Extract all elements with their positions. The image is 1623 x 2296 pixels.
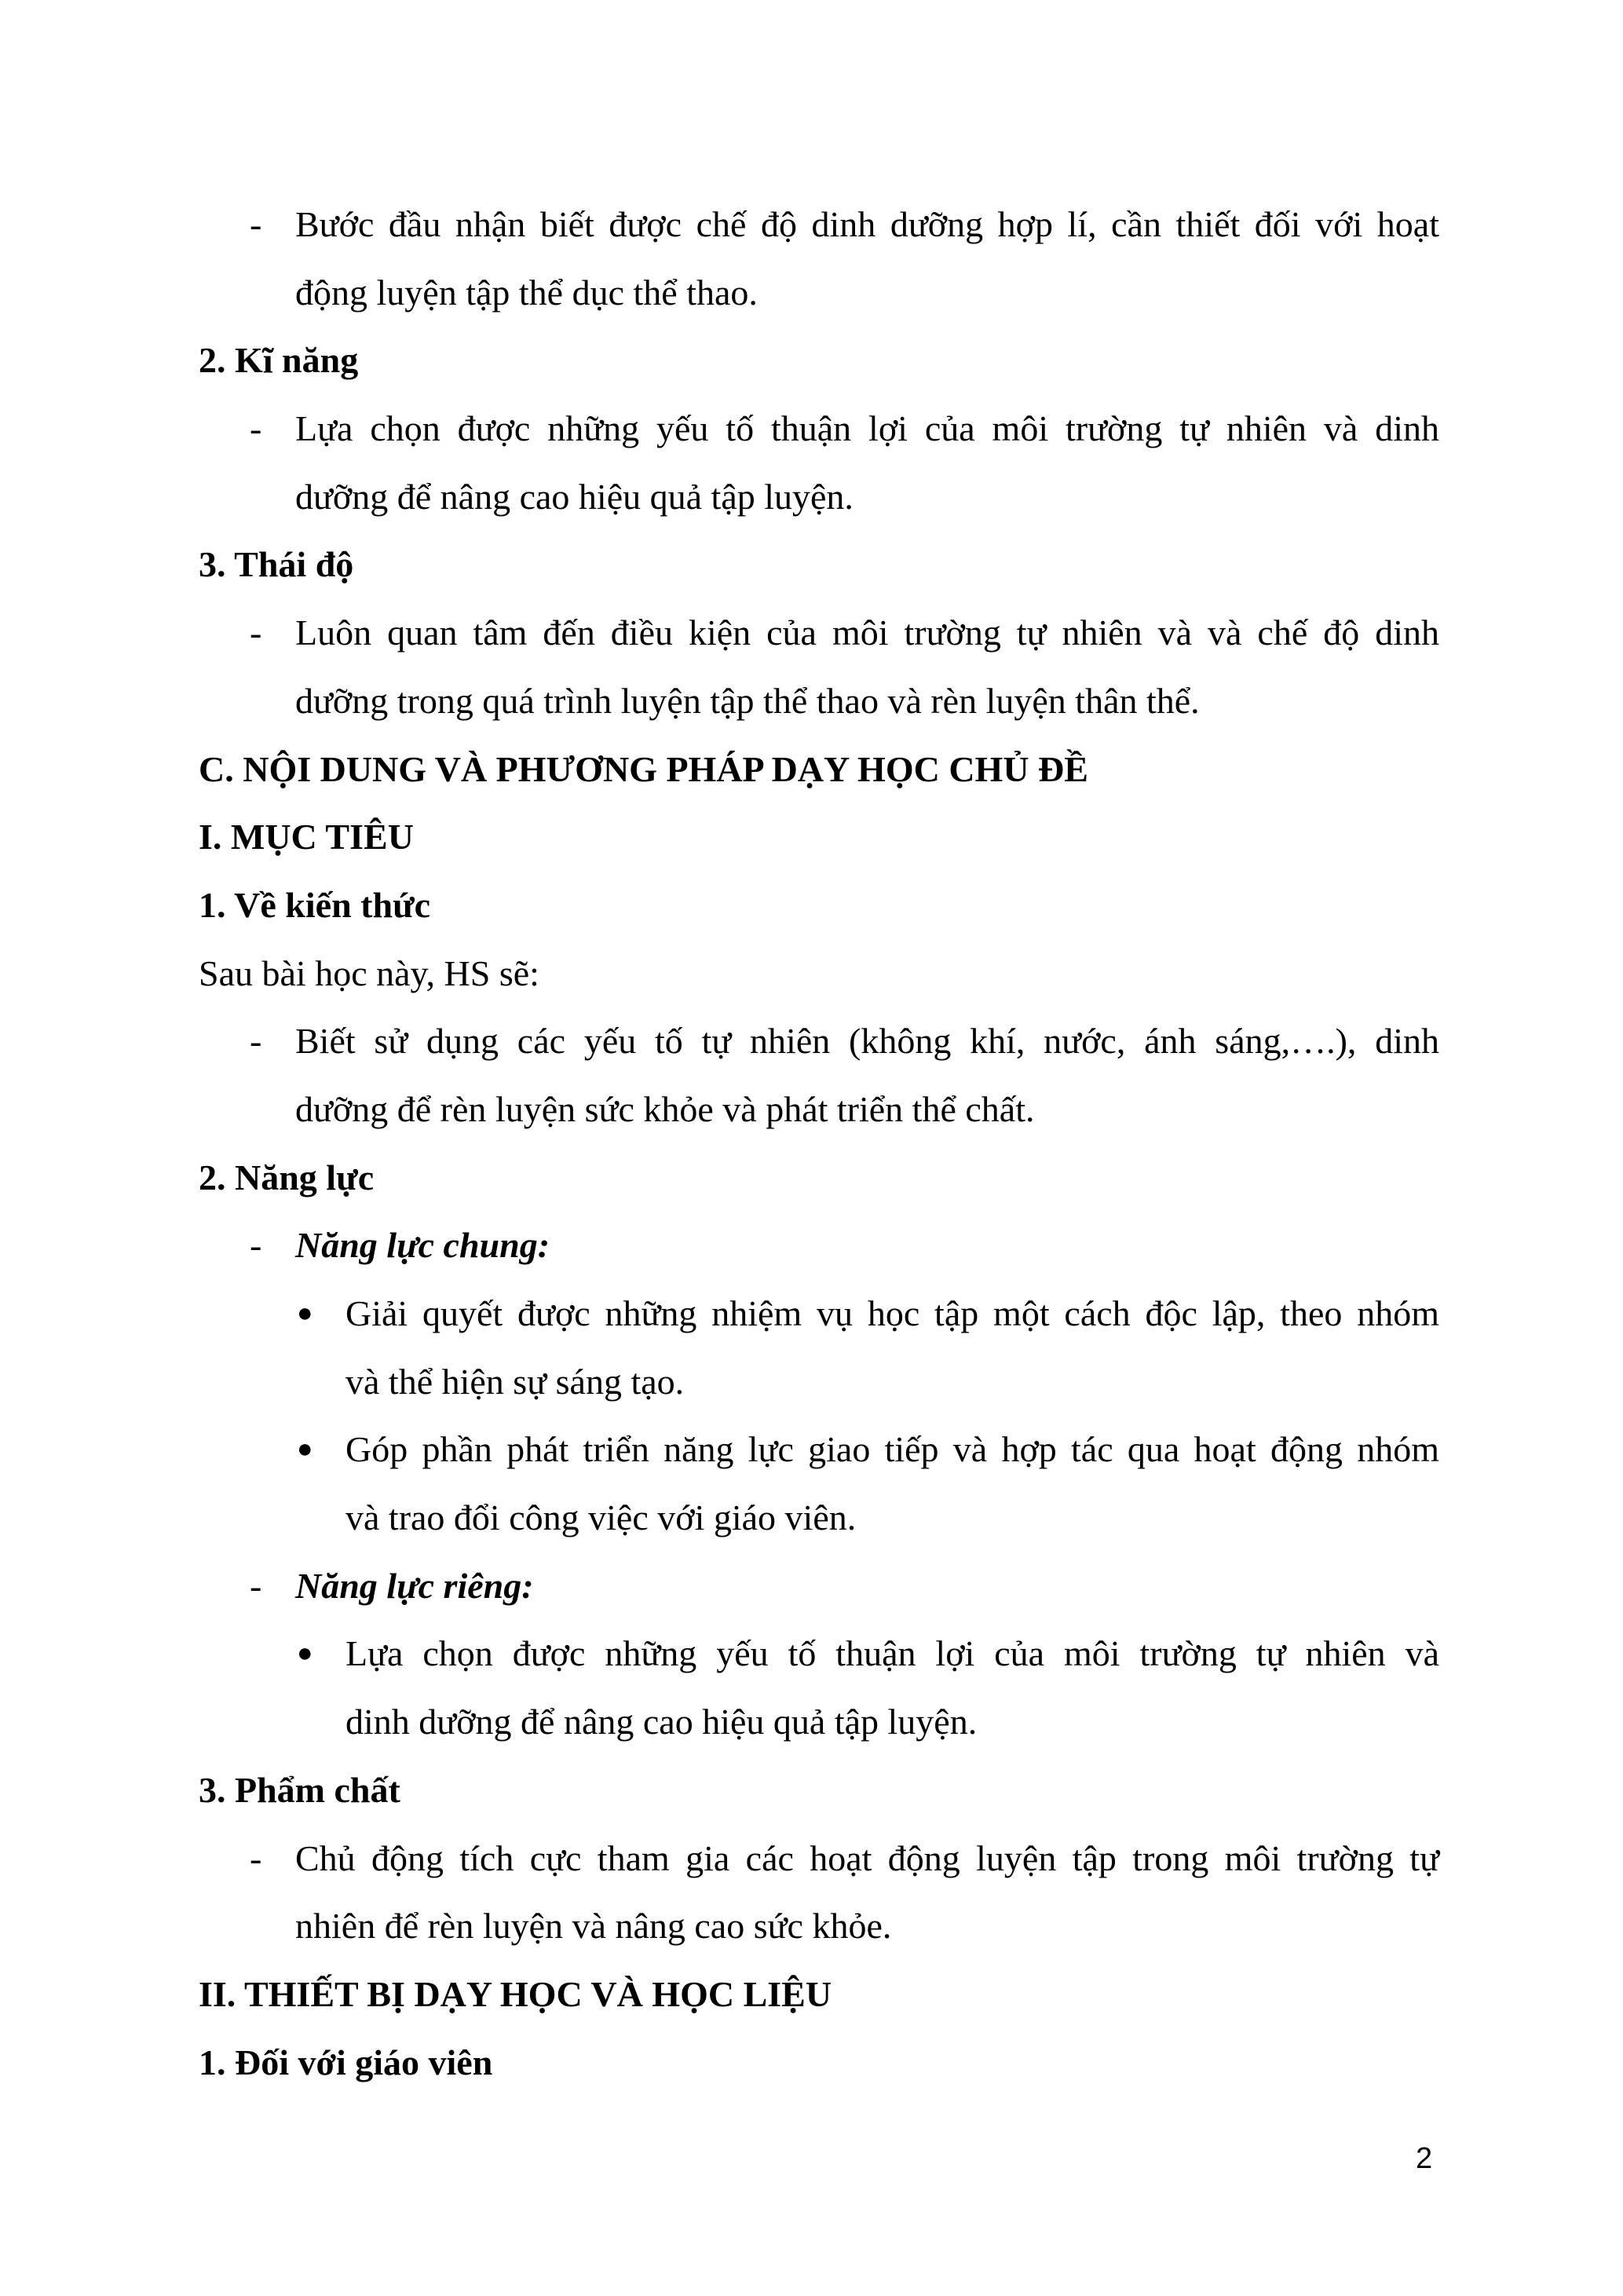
dash-marker: - bbox=[250, 1565, 262, 1606]
paragraph-line: và thể hiện sự sáng tạo. bbox=[345, 1361, 685, 1402]
dash-marker: - bbox=[250, 1021, 262, 1062]
list-item bbox=[0, 191, 1623, 259]
dash-marker: - bbox=[250, 1225, 262, 1266]
paragraph-line: Luôn quan tâm đến điều kiện của môi trường tự nhiên và và chế độ dinh bbox=[295, 612, 1439, 653]
heading-section-c: C. NỘI DUNG VÀ PHƯƠNG PHÁP DẠY HỌC CHỦ ĐỀ bbox=[199, 748, 1088, 789]
bullet-item bbox=[0, 1416, 1623, 1484]
bullet-icon: ● bbox=[297, 1639, 313, 1669]
bullet-item bbox=[0, 1280, 1623, 1348]
paragraph-line: Bước đầu nhận biết được chế độ dinh dưỡng hợp lí, cần thiết đối với hoạt bbox=[295, 204, 1439, 244]
heading-muc-tieu: I. MỤC TIÊU bbox=[199, 817, 414, 857]
list-item bbox=[0, 599, 1623, 667]
list-item bbox=[0, 1212, 1623, 1280]
dash-marker: - bbox=[250, 1837, 262, 1878]
list-item bbox=[0, 1825, 1623, 1893]
bullet-item bbox=[0, 1620, 1623, 1688]
heading-kien-thuc: 1. Về kiến thức bbox=[199, 884, 431, 925]
paragraph-line: Góp phần phát triển năng lực giao tiếp và hợp tác qua hoạt động nhóm bbox=[345, 1429, 1439, 1470]
paragraph-line: Chủ động tích cực tham gia các hoạt động luyện tập trong môi trường tự bbox=[295, 1837, 1439, 1878]
dash-marker: - bbox=[250, 408, 262, 449]
subheading-nang-luc-rieng: Năng lực riêng: bbox=[295, 1565, 534, 1606]
paragraph-line: Lựa chọn được những yếu tố thuận lợi của môi trường tự nhiên và dinh bbox=[295, 408, 1439, 449]
paragraph-line: Biết sử dụng các yếu tố tự nhiên (không khí, nước, ánh sáng,….), dinh bbox=[295, 1021, 1439, 1062]
paragraph-line: dưỡng trong quá trình luyện tập thể thao và rèn luyện thân thể. bbox=[295, 680, 1200, 721]
list-item bbox=[0, 395, 1623, 463]
paragraph-line: động luyện tập thể dục thể thao. bbox=[295, 272, 758, 313]
intro-text: Sau bài học này, HS sẽ: bbox=[199, 952, 539, 993]
paragraph-line: Giải quyết được những nhiệm vụ học tập một cách độc lập, theo nhóm bbox=[345, 1293, 1439, 1333]
document-body bbox=[0, 191, 1623, 2097]
heading-thai-do: 3. Thái độ bbox=[199, 544, 354, 585]
dash-marker: - bbox=[250, 204, 262, 244]
list-item bbox=[0, 1007, 1623, 1076]
bullet-icon: ● bbox=[297, 1435, 313, 1464]
paragraph-line: Lựa chọn được những yếu tố thuận lợi của môi trường tự nhiên và bbox=[345, 1633, 1439, 1674]
list-item bbox=[0, 1552, 1623, 1621]
dash-marker: - bbox=[250, 612, 262, 653]
paragraph-line: dinh dưỡng để nâng cao hiệu quả tập luyện. bbox=[345, 1702, 978, 1742]
paragraph-line: dưỡng để rèn luyện sức khỏe và phát triển thể chất. bbox=[295, 1088, 1035, 1129]
paragraph-line: dưỡng để nâng cao hiệu quả tập luyện. bbox=[295, 476, 854, 517]
heading-nang-luc: 2. Năng lực bbox=[199, 1157, 375, 1197]
subheading-nang-luc-chung: Năng lực chung: bbox=[295, 1225, 550, 1266]
heading-pham-chat: 3. Phẩm chất bbox=[199, 1769, 400, 1810]
page-number: 2 bbox=[1416, 2142, 1433, 2175]
heading-giao-vien: 1. Đối với giáo viên bbox=[199, 2042, 493, 2082]
heading-thiet-bi: II. THIẾT BỊ DẠY HỌC VÀ HỌC LIỆU bbox=[199, 1973, 832, 2014]
heading-ki-nang: 2. Kĩ năng bbox=[199, 340, 359, 381]
paragraph-line: và trao đổi công việc với giáo viên. bbox=[345, 1497, 857, 1538]
paragraph-line: nhiên để rèn luyện và nâng cao sức khỏe. bbox=[295, 1906, 892, 1947]
bullet-icon: ● bbox=[297, 1299, 313, 1328]
